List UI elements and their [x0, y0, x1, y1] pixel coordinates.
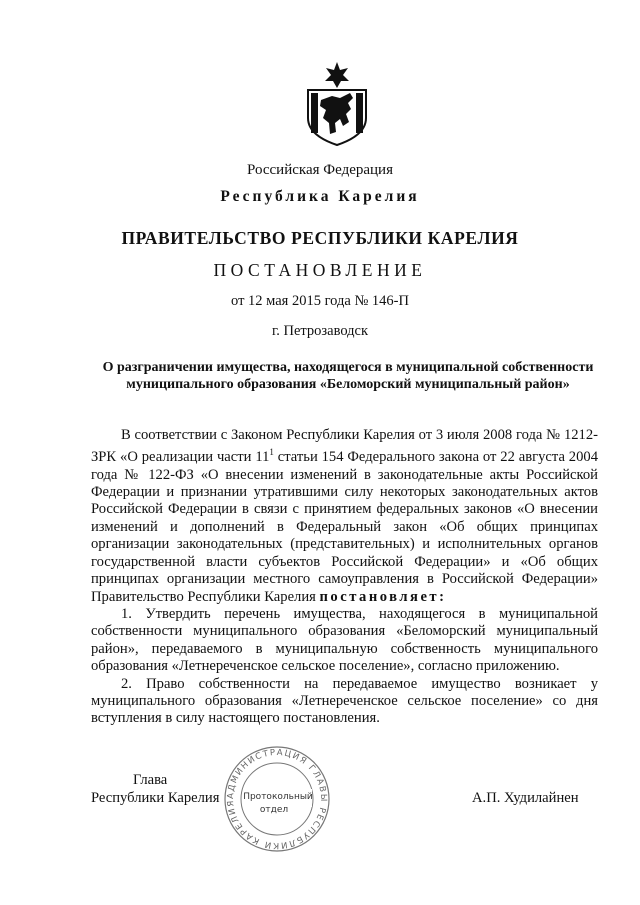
republic-line: Республика Карелия	[220, 188, 420, 205]
preamble-text-end: статьи 154 Федерального закона от 22 августа 2004 года № 122-ФЗ «О внесении изменений в законодательные акты Российской Федерации и признании утратившими силу некоторых законодательных актов Российской Федерации в связи с принятием федеральных законов «О внесении изменений и дополнений в Федеральный закон «Об общих принципах организации законодательных (представительных) и исполнительных органов государственной власти субъектов Российской Федерации» и «Об общих принципах организации местного самоуправления в Российской Федерации» Правительство Республики Карелия	[91, 449, 598, 605]
city-line: г. Петрозаводск	[271, 323, 369, 339]
stamp-inner-line1: Протокольный	[243, 792, 313, 802]
paragraph-preamble	[91, 427, 598, 606]
preamble-superscript: 1	[269, 447, 274, 458]
date-number-line: от 12 мая 2015 года № 146-П	[231, 293, 409, 309]
stamp-outer-text: АДМИНИСТРАЦИЯ ГЛАВЫ РЕСПУБЛИКИ КАРЕЛИЯ	[225, 747, 329, 851]
signatory-name: А.П. Худилайнен	[472, 790, 579, 806]
paragraph-item-1: 1. Утвердить перечень имущества, находящегося в муниципальной собственности муниципального образования «Беломорский муниципальный район», передаваемого в муниципальную собственность муниципального образования «Летнереченское сельское поселение», согласно приложению.	[91, 605, 598, 675]
signatory-title-line1: Глава	[133, 772, 168, 788]
government-heading: ПРАВИТЕЛЬСТВО РЕСПУБЛИКИ КАРЕЛИЯ	[121, 228, 519, 248]
document-type-heading: ПОСТАНОВЛЕНИЕ	[213, 260, 427, 280]
document-title: О разграничении имущества, находящегося в муниципальной собственности муниципального образования «Беломорский муниципальный район»	[102, 360, 594, 392]
preamble-text-start: В соответствии с Законом Республики Карелия от 3 июля 2008 года № 1212-ЗРК «О реализации части 11	[91, 427, 598, 466]
signatory-title-line2: Республики Карелия	[91, 790, 220, 806]
country-line: Российская Федерация	[247, 162, 393, 178]
official-stamp	[222, 745, 332, 853]
resolves-keyword: постановляет:	[319, 588, 447, 605]
paragraph-item-2: 2. Право собственности на передаваемое имущество возникает у муниципального образования «Летнереченское сельское поселение» со дня вступления в силу настоящего постановления.	[91, 675, 598, 727]
karelia-coat-of-arms-icon	[302, 60, 372, 146]
stamp-inner-line2: отдел	[259, 805, 289, 815]
document-body	[91, 427, 598, 728]
